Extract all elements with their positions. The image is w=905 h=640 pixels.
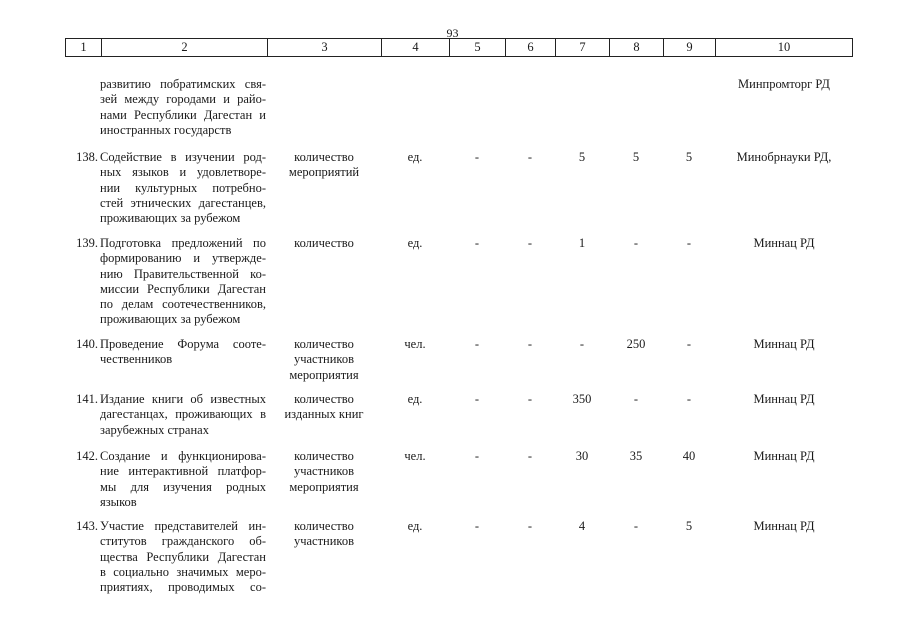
row-responsible: Миннац РД	[753, 519, 815, 533]
row-indicator	[268, 449, 380, 495]
row-indicator	[268, 392, 380, 423]
desc-line: нию Правительственной ко-	[100, 266, 266, 281]
row-unit: ед.	[407, 150, 423, 164]
row-responsible: Миннац РД	[753, 449, 815, 463]
row-col-7: 5	[578, 150, 586, 164]
desc-line: мы для изучения родных	[100, 479, 266, 494]
row-col-7: -	[579, 337, 585, 351]
indicator-line: мероприятия	[289, 479, 359, 494]
desc-line: Содействие в изучении род-	[100, 150, 266, 164]
indicator-line: количество	[294, 449, 354, 463]
row-col-8: -	[633, 236, 639, 250]
desc-line: Создание и функционирова-	[100, 449, 266, 463]
row-col-6: -	[527, 392, 533, 406]
row-number: 139.	[76, 236, 98, 250]
desc-line: Подготовка предложений по	[100, 236, 266, 250]
desc-line: ние интерактивной платфор-	[100, 464, 266, 479]
desc-line: Участие представителей ин-	[100, 519, 266, 533]
desc-line: иностранных государств	[100, 122, 232, 137]
row-indicator	[268, 236, 380, 251]
row-col-5: -	[474, 150, 480, 164]
indicator-line: участников	[293, 534, 355, 549]
desc-line: проживающих за рубежом	[100, 312, 241, 327]
row-col-9: -	[686, 236, 692, 250]
desc-line: по делам соотечественников,	[100, 297, 266, 312]
desc-line: ститутов гражданского об-	[100, 534, 266, 549]
indicator-line: количество	[294, 150, 354, 164]
row-unit: чел.	[404, 449, 426, 463]
row-number: 141.	[76, 392, 98, 406]
row-col-6: -	[527, 337, 533, 351]
row-col-7: 1	[578, 236, 586, 250]
header-col-4: 4	[382, 39, 450, 56]
row-responsible: Миннац РД	[753, 392, 815, 406]
row-col-5: -	[474, 449, 480, 463]
row-description	[100, 519, 266, 595]
row-description	[100, 150, 266, 226]
desc-line: стей этнических дагестанцев,	[100, 195, 266, 210]
row-col-6: -	[527, 449, 533, 463]
row-col-6: -	[527, 236, 533, 250]
row-col-6: -	[527, 519, 533, 533]
row-col-8: 5	[632, 150, 640, 164]
row-col-5: -	[474, 392, 480, 406]
desc-line: развитию побратимских свя-	[100, 77, 266, 91]
desc-line: в социально значимых меро-	[100, 564, 266, 579]
desc-line: нами Республики Дагестан и	[100, 107, 266, 122]
row-unit: чел.	[404, 337, 426, 351]
desc-line: Проведение Форума сооте-	[100, 337, 266, 351]
row-responsible: Минобрнауки РД,	[736, 150, 832, 164]
indicator-line: количество	[294, 337, 354, 351]
desc-line: проживающих за рубежом	[100, 211, 241, 226]
row-number: 140.	[76, 337, 98, 351]
row-col-9: 40	[682, 449, 696, 463]
indicator-line: мероприятий	[288, 165, 360, 180]
indicator-line: участников	[293, 464, 355, 479]
header-col-8: 8	[610, 39, 664, 56]
row-description	[100, 236, 266, 328]
indicator-line: количество	[294, 519, 354, 533]
indicator-line: изданных книг	[284, 407, 364, 422]
desc-line: щества Республики Дагестан	[100, 549, 266, 564]
row-col-9: -	[686, 392, 692, 406]
row-col-9: 5	[685, 150, 693, 164]
row-number: 142.	[76, 449, 98, 463]
row-responsible: Миннац РД	[753, 236, 815, 250]
row-col-9: -	[686, 337, 692, 351]
indicator-line: мероприятия	[289, 367, 359, 382]
header-col-2: 2	[102, 39, 268, 56]
row-description	[100, 392, 266, 438]
row-unit: ед.	[407, 392, 423, 406]
row-indicator	[268, 337, 380, 383]
desc-line: формированию и утвержде-	[100, 251, 266, 266]
desc-line: языков	[100, 494, 137, 509]
header-col-3: 3	[268, 39, 382, 56]
table-header	[65, 38, 853, 57]
header-col-1: 1	[66, 39, 102, 56]
row-description	[100, 77, 266, 138]
row-col-8: -	[633, 392, 639, 406]
indicator-line: участников	[293, 352, 355, 367]
row-col-8: 250	[626, 337, 646, 351]
desc-line: нии культурных потребно-	[100, 180, 266, 195]
desc-line: ных языков и удовлетворе-	[100, 165, 266, 180]
header-col-6: 6	[506, 39, 556, 56]
row-number: 138.	[76, 150, 98, 164]
row-col-7: 30	[575, 449, 589, 463]
row-unit: ед.	[407, 236, 423, 250]
row-col-8: 35	[629, 449, 643, 463]
header-col-7: 7	[556, 39, 610, 56]
header-col-9: 9	[664, 39, 716, 56]
row-col-5: -	[474, 337, 480, 351]
desc-line: миссии Республики Дагестан	[100, 281, 266, 296]
row-col-8: -	[633, 519, 639, 533]
row-col-5: -	[474, 519, 480, 533]
desc-line: зарубежных странах	[100, 422, 209, 437]
indicator-line: количество	[294, 236, 354, 250]
indicator-line: количество	[294, 392, 354, 406]
desc-line: зей между городами и райо-	[100, 92, 266, 107]
row-col-7: 4	[578, 519, 586, 533]
desc-line: чественников	[100, 352, 173, 367]
desc-line: дагестанцах, проживающих в	[100, 407, 266, 422]
page-number: 93	[446, 26, 459, 40]
header-col-10: 10	[777, 40, 791, 54]
desc-line: приятиях, проводимых со-	[100, 580, 266, 595]
header-col-5: 5	[450, 39, 506, 56]
row-description	[100, 337, 266, 368]
row-col-9: 5	[685, 519, 693, 533]
row-indicator	[268, 150, 380, 181]
row-number: 143.	[76, 519, 98, 533]
row-col-6: -	[527, 150, 533, 164]
row-col-7: 350	[572, 392, 592, 406]
row-description	[100, 449, 266, 510]
row-responsible: Миннац РД	[753, 337, 815, 351]
row-indicator	[268, 519, 380, 550]
row-unit: ед.	[407, 519, 423, 533]
desc-line: Издание книги об известных	[100, 392, 266, 406]
row-col-5: -	[474, 236, 480, 250]
row-responsible: Минпромторг РД	[738, 77, 830, 91]
